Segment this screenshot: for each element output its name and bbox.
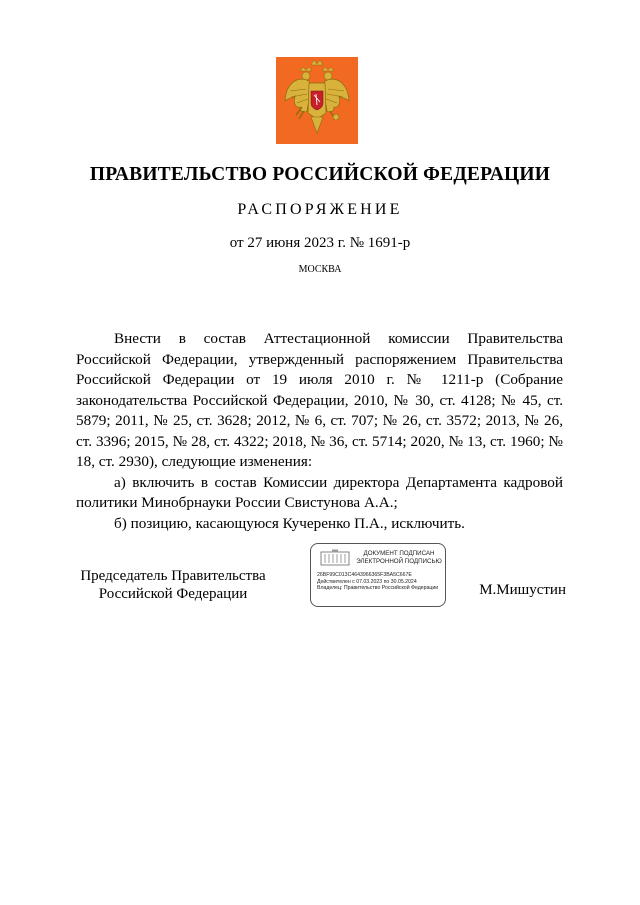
stamp-serial: 26BF99C013C4643966365F3BA5C667E — [317, 572, 412, 578]
signatory-position — [78, 567, 268, 603]
document-type: РАСПОРЯЖЕНИЕ — [237, 201, 403, 218]
document-city: МОСКВА — [298, 264, 342, 275]
body-paragraph-a: а) включить в состав Комиссии директора Департамента кадровой политики Минобрнауки России Свистунова А.А.; — [76, 473, 563, 511]
stamp-owner: Владелец: Правительство Российской Федерации — [317, 585, 439, 592]
electronic-signature-stamp — [310, 543, 446, 607]
document-body — [76, 329, 563, 534]
signatory-position-line2: Российской Федерации — [98, 586, 248, 602]
body-paragraph-intro: Внести в состав Аттестационной комиссии Правительства Российской Федерации, утвержденный распоряжением Правительства Российской Федерации от 19 июля 2010 г. № 1211-р (Собрание законодательства Российской Федерации, 2010, № 30, ст. 4128; № 45, ст. 5879; 2011, № 25, ст. 3628; 2012, № 6, ст. 707; № 26, ст. 3572; 2013, № 26, ст. 3396; 2015, № 28, ст. 4322; 2018, № 36, ст. 5714; 2020, № 13, ст. 1960; № 18, ст. 2930), следующие изменения: — [76, 330, 563, 470]
government-title: ПРАВИТЕЛЬСТВО РОССИЙСКОЙ ФЕДЕРАЦИИ — [89, 164, 551, 185]
stamp-heading-line2: ЭЛЕКТРОННОЙ ПОДПИСЬЮ — [356, 557, 442, 565]
signatory-name: М.Мишустин — [479, 582, 566, 598]
coat-of-arms-emblem — [276, 57, 358, 144]
stamp-heading-line1: ДОКУМЕНТ ПОДПИСАН — [363, 550, 435, 557]
stamp-heading — [353, 550, 445, 565]
body-paragraph-b: б) позицию, касающуюся Кучеренко П.А., исключить. — [114, 514, 465, 532]
stamp-details — [317, 572, 445, 592]
stamp-validity: Действителен с 07.03.2023 по 30.05.2024 — [317, 578, 417, 585]
document-date-number: от 27 июня 2023 г. № 1691-р — [229, 235, 411, 251]
signatory-position-line1: Председатель Правительства — [80, 568, 266, 584]
